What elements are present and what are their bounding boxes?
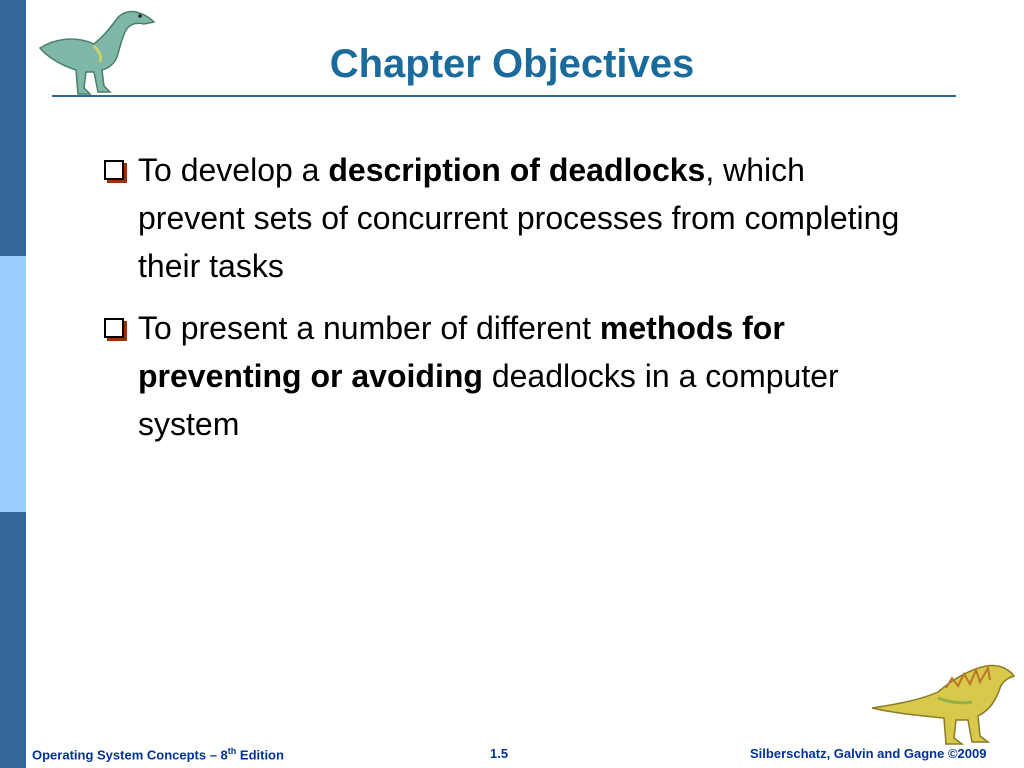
bullet-1-text-pre: To develop a: [138, 152, 329, 188]
footer-book-title-sup: th: [227, 746, 237, 756]
bullet-2-text-bold: methods for preventing or avoiding: [138, 310, 785, 394]
footer-book-title: [32, 746, 284, 762]
bullet-item-1: [100, 146, 900, 290]
checkbox-bullet-icon: [104, 160, 124, 180]
footer-authors: Silberschatz, Galvin and Gagne ©2009: [750, 746, 987, 761]
slide-title: Chapter Objectives: [329, 42, 695, 86]
footer-book-title-post: Edition: [236, 747, 284, 763]
bullet-1-text-post: ,: [705, 152, 715, 188]
bullet-2-text-rest: deadlocks in a computer system: [138, 358, 839, 442]
bullet-list: [100, 146, 900, 462]
title-divider: [52, 95, 956, 97]
footer-book-title-pre: Operating System Concepts – 8: [32, 747, 228, 763]
dinosaur-logo-bottom-icon: [868, 658, 1018, 746]
footer-page-number: 1.5: [490, 746, 509, 761]
bullet-1-text-rest: which prevent sets of concurrent processes from completing their tasks: [138, 152, 900, 284]
bullet-2-text-pre: To present a number of different: [138, 310, 592, 346]
left-accent-bar-highlight: [0, 256, 26, 512]
bullet-item-2: [100, 304, 900, 448]
left-accent-bar: [0, 0, 26, 768]
checkbox-bullet-icon: [104, 318, 124, 338]
bullet-1-text-bold: description of deadlocks: [328, 152, 706, 188]
